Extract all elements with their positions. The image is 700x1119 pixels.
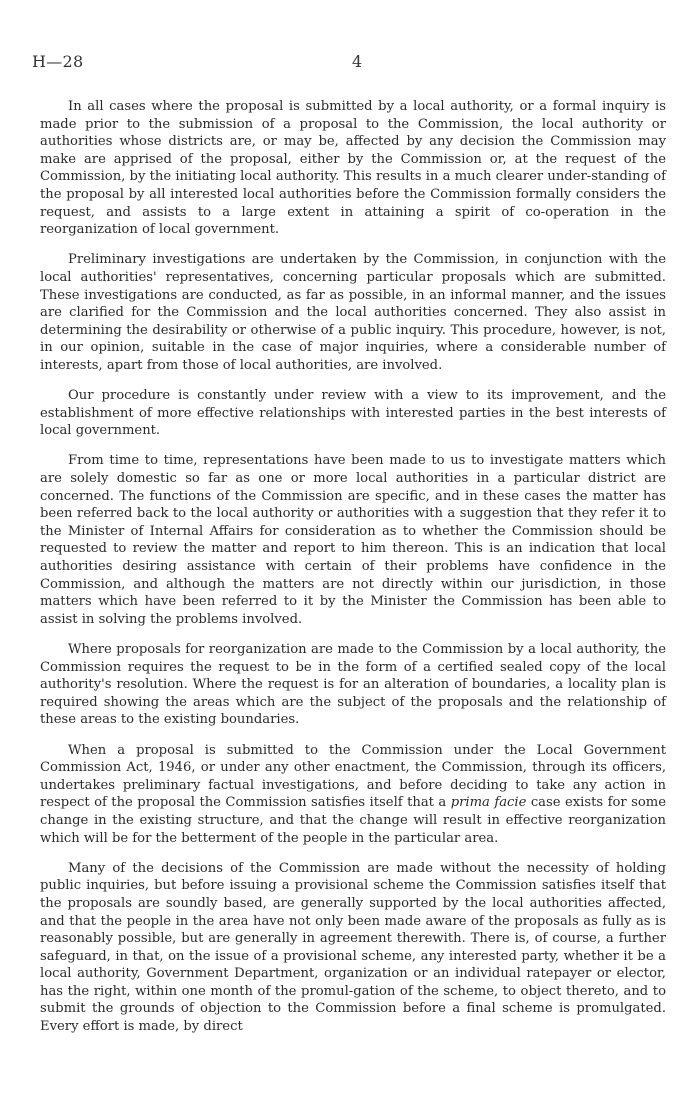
paragraph-6-text-after: case exists for some change in the existing structure, and that the change will result in effective reorganization which will be for the betterment of the people in the particular area. [40, 795, 667, 846]
paragraph-6-text-before: When a proposal is submitted to the Commission under the Local Government Commission Act, 1946, or under any other enactment, the Commission, through its officers, undertakes preliminary factual investigations, and before deciding to take any action in respect of the proposal the Commission satisfies itself that a [40, 742, 666, 811]
paragraph-7: Many of the decisions of the Commission are made without the necessity of holding public inquiries, but before issuing a provisional scheme the Commission satisfies itself that the proposals are soundly based, are generally supported by the local authorities affected, and that the people in the area have not only been made aware of the proposals as fully as is reasonably possible, but are generally in agreement therewith. There is, of course, a further safeguard, in that, on the issue of a provisional scheme, any interested party, whether it be a local authority, Government Department, organization or an individual ratepayer or elector, has the right, within one month of the promul-gation of the scheme, to object thereto, and to submit the grounds of objection to the Commission before a final scheme is promulgated. Every effort is made, by direct [40, 860, 666, 1035]
body-text [40, 98, 666, 1036]
page-number: 4 [352, 52, 363, 71]
paragraph-3: Our procedure is constantly under review with a view to its improvement, and the establishment of more effective relationships with interested parties in the best interests of local government. [40, 388, 666, 439]
paragraph-1: In all cases where the proposal is submitted by a local authority, or a formal inquiry is made prior to the submission of a proposal to the Commission, the local authority or authorities whose districts are, or may be, affected by any decision the Commission may make are apprised of the proposal, either by the Commission or, at the request of the Commission, by the initiating local authority. This results in a much clearer under-standing of the proposal by all interested local authorities before the Commission formally considers the request, and assists to a large extent in attaining a spirit of co-operation in the reorganization of local government. [40, 99, 666, 238]
document-reference: H—28 [32, 52, 84, 71]
paragraph-4: From time to time, representations have been made to us to investigate matters which are solely domestic so far as one or more local authorities in a particular district are concerned. The functions of the Commission are specific, and in these cases the matter has been referred back to the local authority or authorities with a suggestion that they refer it to the Minister of Internal Affairs for consideration as to whether the Commission should be requested to review the matter and report to him thereon. This is an indication that local authorities desiring assistance with certain of their problems have confidence in the Commission, and although the matters are not directly within our jurisdiction, in those matters which have been referred to it by the Minister the Commission has been able to assist in solving the problems involved. [40, 453, 666, 627]
paragraph-2: Preliminary investigations are undertaken by the Commission, in conjunction with the local authorities' representatives, concerning particular proposals which are submitted. These investigations are conducted, as far as possible, in an informal manner, and the issues are clarified for the Commission and the local authorities concerned. They also assist in determining the desirability or otherwise of a public inquiry. This procedure, however, is not, in our opinion, suitable in the case of major inquiries, where a considerable number of interests, apart from those of local authorities, are involved. [40, 252, 666, 373]
latin-phrase-prima-facie: prima facie [450, 795, 527, 811]
page-header [30, 52, 670, 74]
paragraph-5: Where proposals for reorganization are made to the Commission by a local authority, the Commission requires the request to be in the form of a certified sealed copy of the local authority's resolution. Where the request is for an alteration of boundaries, a locality plan is required showing the areas which are the subject of the proposals and the relationship of these areas to the existing boundaries. [40, 642, 666, 728]
paragraph-6 [40, 742, 666, 848]
